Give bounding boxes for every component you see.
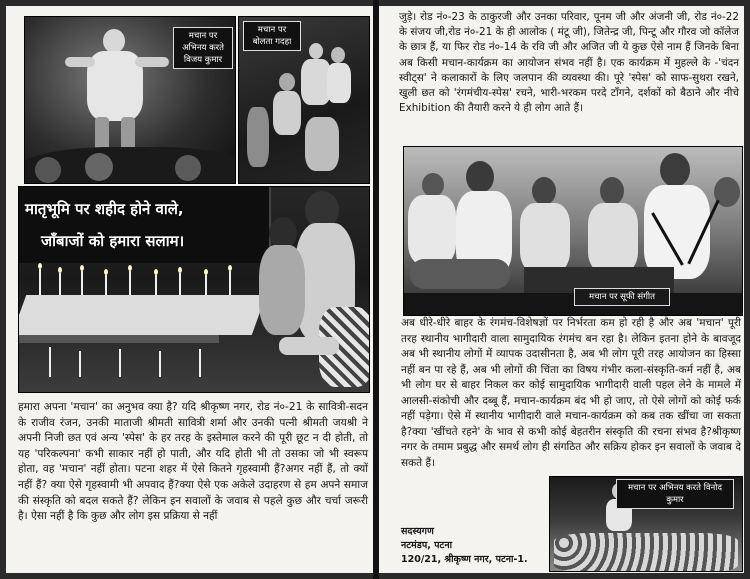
left-body-text: हमारा अपना 'मचान' का अनुभव क्या है? यदि श्रीकृष्ण नगर, रोड नं०-21 के सावित्री-सदन के राजीव रंजन, उनकी माताजी श्रीमती सावित्री शर्मा और उनकी पत्नी श्रीमती जयश्री ने अपनी निजी छत एवं अन्य 'स्पेस' के हर तरह के इस्तेमाल करने की पूरी छूट न दी होती, तो यह 'परिकल्पना' कभी साकार नहीं हो पाती, और यदि होती भी तो उसका जो भी स्वरूप होता, वह 'मचान' नहीं होता। पटना शहर में ऐसे कितने गृहस्वामी हैं?अगर नहीं हैं, तो क्यों नहीं हैं? क्या ऐसे गृहस्वामी भी अपवाद हैं?क्या ऐसे एक अकेले उदाहरण से हम अपने समाज की संस्कृति को बदल सकते हैं? लेकिन इन सवालों के जवाब से पहले कुछ और चर्चा जरूरी है। ऐसा नहीं है कि कुछ और लोग इस प्रक्रिया से नहीं	[18, 401, 368, 523]
footer-address: 120/21, श्रीकृष्ण नगर, पटना-1.	[401, 554, 528, 565]
photo-actor-vinod	[549, 476, 743, 572]
right-page	[379, 6, 744, 573]
photo1-caption: मचान पर अभिनय करते विजय कुमार	[173, 27, 233, 69]
photo3-caption: मचान पर सूफी संगीत	[574, 288, 670, 306]
photo-sufi-music	[403, 146, 743, 316]
photo2-caption: मचान पर बोलता गदहा	[243, 21, 301, 51]
footer-members: सदस्यगण	[401, 526, 434, 537]
left-page	[6, 6, 373, 573]
photo-actor-vijay	[24, 16, 236, 184]
right-top-body-text: जुड़े। रोड नं०-23 के ठाकुरजी और उनका परिवार, पूनम जी और अंजनी जी, रोड नं०-22 के संजय जी,रोड नं०-21 के ही आलोक ( मंटू जी), जितेन्द्र जी, पिन्टू और गौरव जो कॉलेज के छात्र हैं, या फिर रोड नं०-14 के रवि जी और अजित जी ये कुछ ऐसे नाम हैं जिनके बिना अब किसी मचान-कार्यक्रम का आयोजन संभव नहीं है। एक कार्यक्रम में मुहल्ले के -'चंदन स्वीट्स' ने कलाकारों के लिए जलपान की व्यवस्था की। पूरे 'स्पेस' को साफ-सुथरा रखने, खुली छत को 'रंगमंचीय-स्पेस' रचने, भारी-भरकम परदे टाँगने, दर्शकों को बैठाने और नीचे Exhibition की तैयारी करने ये ही लोग आते हैं।	[399, 11, 739, 115]
photo-candle-tribute	[18, 186, 370, 393]
footer-troupe: नटमंडप, पटना	[401, 540, 453, 551]
photo-talking-donkey	[238, 16, 370, 184]
banner-line-1: मातृभूमि पर शहीद होने वाले,	[25, 200, 184, 218]
right-main-body-text: अब धीरे-धीरे बाहर के रंगमंच-विशेषज्ञों पर निर्भरता कम हो रही है और अब 'मचान' पूरी तरह स्थानीय भागीदारी वाला सामुदायिक रंगमंच बन रहा है। लेकिन इतना होने के बावजूद अब भी स्थानीय लोगों में व्यापक उदासीनता है, अब भी लोग पूरी तरह आयोजन का हिस्सा नहीं बन पा रहे हैं, अब भी लोगों की चिंता का विषय गंभीर कला-संस्कृति-कर्म नहीं है, अब भी लोग घर से बाहर निकल कर कोई सामुदायिक भागीदारी वाली पहल लेने के मामले में आलसी-संकोची और दब्बू हैं, मचान-कार्यक्रम बंद भी हो जाए, तो ऐसे लोगों को कोई फर्क नहीं पड़ेगा। ऐसे में स्थानीय भागीदारी वाले मचान-कार्यक्रम को कब तक खींचा जा सकता है?क्या 'खींचते रहने' के भाव से कभी कोई बेहतरीन संस्कृति की रचना संभव है?श्रीकृष्ण नगर के तमाम प्रबुद्ध और समर्थ लोग ही संगठित और सक्रिय होकर इन सवालों के जवाब दे सकते हैं।	[401, 317, 741, 469]
photo4-caption: मचान पर अभिनय करते विनोद कुमार	[616, 479, 734, 509]
banner-line-2: जाँबाजों को हमारा सलाम।	[41, 232, 185, 250]
